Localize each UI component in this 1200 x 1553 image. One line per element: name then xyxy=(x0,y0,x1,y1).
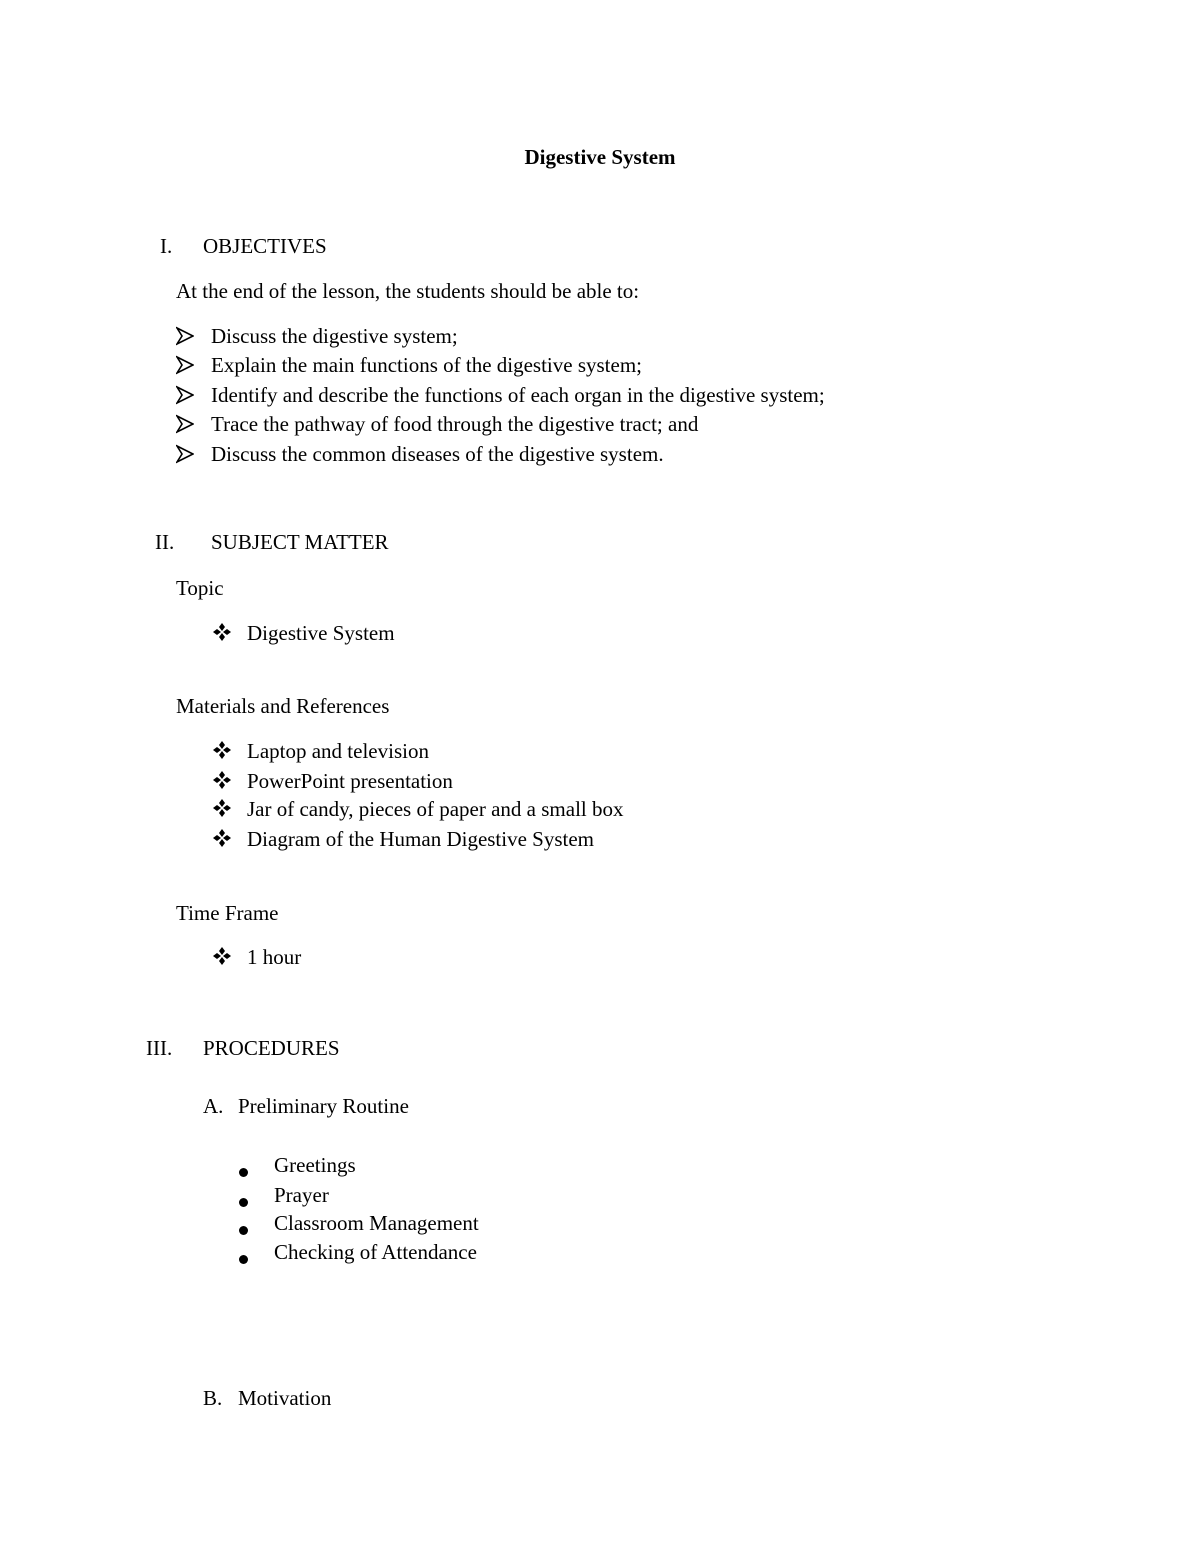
section-numeral-subject-matter: II. xyxy=(155,530,175,554)
objective-item-text: Identify and describe the functions of each organ in the digestive system; xyxy=(211,383,825,407)
routine-item-text: Prayer xyxy=(274,1183,329,1207)
objective-item-text: Explain the main functions of the digestive system; xyxy=(211,353,643,377)
four-diamond-bullet-icon xyxy=(213,799,231,817)
section-heading-objectives: OBJECTIVES xyxy=(203,234,327,258)
section-heading-subject-matter: SUBJECT MATTER xyxy=(211,530,389,554)
time-frame-label: Time Frame xyxy=(176,901,279,925)
list-item xyxy=(213,799,231,821)
subsection-letter-a: A. xyxy=(203,1094,224,1118)
material-item-text: PowerPoint presentation xyxy=(247,769,453,793)
list-item xyxy=(176,444,194,468)
routine-item-text: Classroom Management xyxy=(274,1211,479,1235)
topic-label: Topic xyxy=(176,576,224,600)
objectives-intro: At the end of the lesson, the students should be able to: xyxy=(176,279,640,303)
list-item xyxy=(176,355,194,379)
material-item-text: Jar of candy, pieces of paper and a small box xyxy=(247,797,624,821)
objective-item-text: Trace the pathway of food through the digestive tract; and xyxy=(211,412,699,436)
list-item xyxy=(176,385,194,409)
list-item xyxy=(213,623,231,645)
routine-item-text: Checking of Attendance xyxy=(274,1240,477,1264)
section-heading-procedures: PROCEDURES xyxy=(203,1036,340,1060)
time-item-text: 1 hour xyxy=(247,945,302,969)
objective-item-text: Discuss the common diseases of the digestive system. xyxy=(211,442,664,466)
arrowhead-bullet-icon xyxy=(176,326,194,346)
list-item xyxy=(176,326,194,350)
materials-label: Materials and References xyxy=(176,694,390,718)
document-title: Digestive System xyxy=(524,145,676,169)
four-diamond-bullet-icon xyxy=(213,829,231,847)
list-item xyxy=(213,829,231,851)
section-numeral-procedures: III. xyxy=(146,1036,173,1060)
list-item xyxy=(213,947,231,969)
arrowhead-bullet-icon xyxy=(176,444,194,464)
subsection-title-a: Preliminary Routine xyxy=(238,1094,409,1118)
list-item xyxy=(213,771,231,793)
dot-bullet-icon xyxy=(239,1226,248,1235)
arrowhead-bullet-icon xyxy=(176,414,194,434)
section-numeral-objectives: I. xyxy=(160,234,173,258)
list-item xyxy=(239,1160,248,1181)
four-diamond-bullet-icon xyxy=(213,771,231,789)
subsection-title-b: Motivation xyxy=(238,1386,332,1410)
list-item xyxy=(176,414,194,438)
material-item-text: Laptop and television xyxy=(247,739,429,763)
arrowhead-bullet-icon xyxy=(176,355,194,375)
topic-item-text: Digestive System xyxy=(247,621,395,645)
list-item xyxy=(239,1247,248,1268)
arrowhead-bullet-icon xyxy=(176,385,194,405)
material-item-text: Diagram of the Human Digestive System xyxy=(247,827,595,851)
four-diamond-bullet-icon xyxy=(213,741,231,759)
subsection-letter-b: B. xyxy=(203,1386,223,1410)
routine-item-text: Greetings xyxy=(274,1153,356,1177)
list-item xyxy=(239,1218,248,1239)
dot-bullet-icon xyxy=(239,1168,248,1177)
four-diamond-bullet-icon xyxy=(213,623,231,641)
dot-bullet-icon xyxy=(239,1198,248,1207)
objective-item-text: Discuss the digestive system; xyxy=(211,324,458,348)
dot-bullet-icon xyxy=(239,1255,248,1264)
four-diamond-bullet-icon xyxy=(213,947,231,965)
list-item xyxy=(239,1190,248,1211)
list-item xyxy=(213,741,231,763)
